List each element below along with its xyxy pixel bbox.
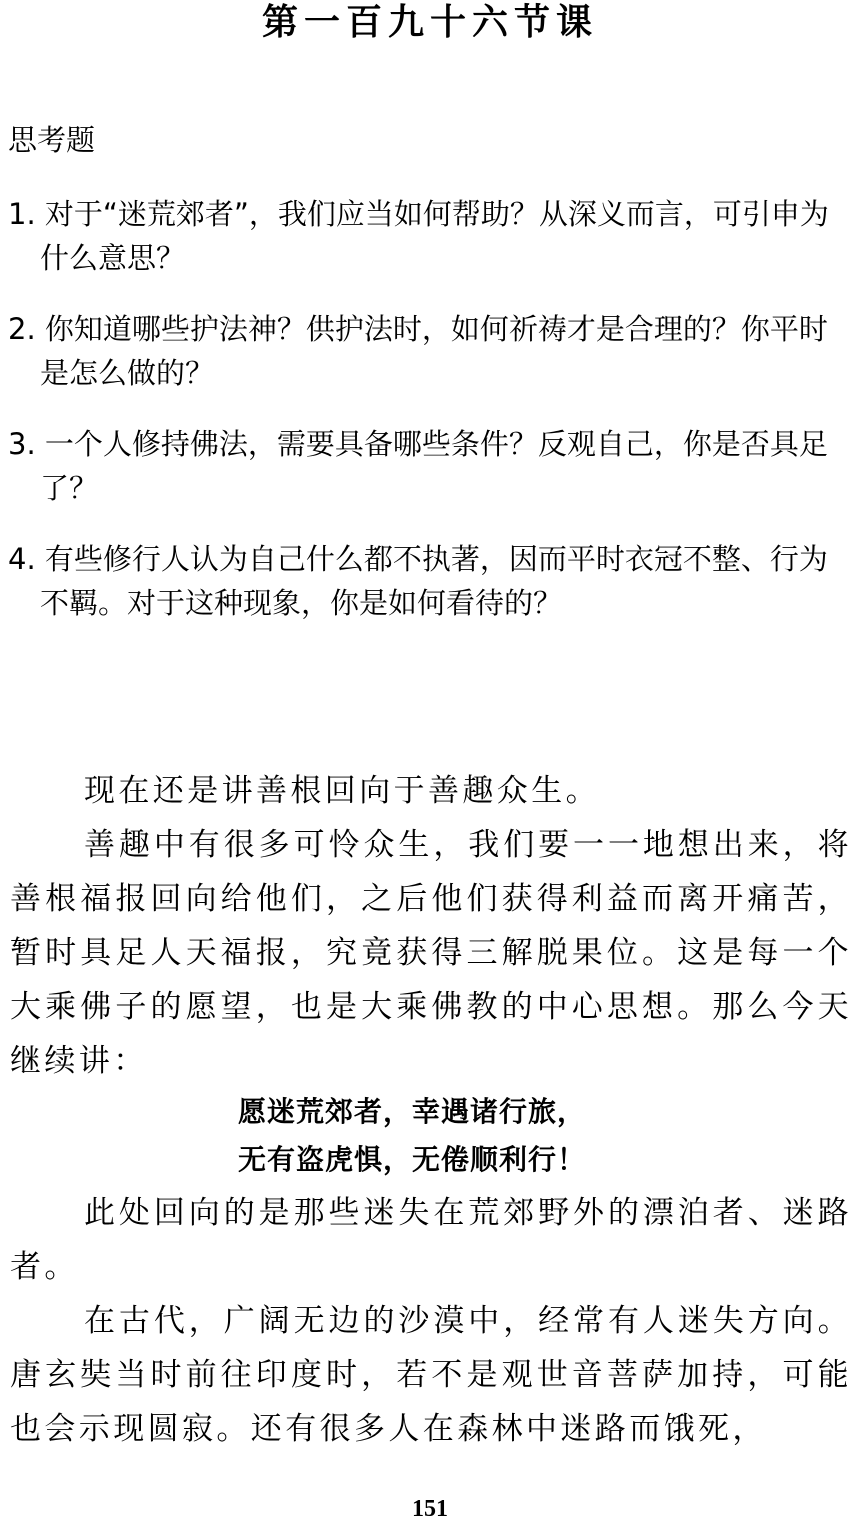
question-item-3: 3. 一个人修持佛法，需要具备哪些条件？反观自己，你是否具足了？ <box>8 427 828 505</box>
verse-line-1: 愿迷荒郊者，幸遇诸行旅， <box>238 1095 587 1128</box>
lesson-title: 第一百九十六节课 <box>261 1 598 43</box>
paragraph-3: 此处回向的是那些迷失在荒郊野外的漂泊者、迷路者。 <box>10 1195 852 1285</box>
paragraph-4: 在古代，广阔无边的沙漠中，经常有人迷失方向。唐玄奘当时前往印度时，若不是观世音菩萨加持，可能也会示现圆寂。还有很多人在森林中迷路而饿死， <box>10 1303 852 1447</box>
question-item-1: 1. 对于“迷荒郊者”，我们应当如何帮助？从深义而言，可引申为什么意思？ <box>8 197 829 275</box>
reflection-questions <box>8 118 856 652</box>
question-item-4: 4. 有些修行人认为自己什么都不执著，因而平时衣冠不整、行为不羁。对于这种现象，你是如何看待的？ <box>8 542 828 620</box>
page-number: 151 <box>412 1496 448 1522</box>
lesson-body <box>10 764 852 1456</box>
paragraph-1: 现在还是讲善根回向于善趣众生。 <box>84 773 600 809</box>
verse-line-2: 无有盗虎惧，无倦顺利行！ <box>238 1143 587 1176</box>
paragraph-2: 善趣中有很多可怜众生，我们要一一地想出来，将善根福报回向给他们，之后他们获得利益而离开痛苦，暂时具足人天福报，究竟获得三解脱果位。这是每一个大乘佛子的愿望，也是大乘佛教的中心思想。那么今天继续讲： <box>10 827 852 1079</box>
questions-heading: 思考题 <box>8 123 96 157</box>
question-item-2: 2. 你知道哪些护法神？供护法时，如何祈祷才是合理的？你平时是怎么做的？ <box>8 312 828 390</box>
